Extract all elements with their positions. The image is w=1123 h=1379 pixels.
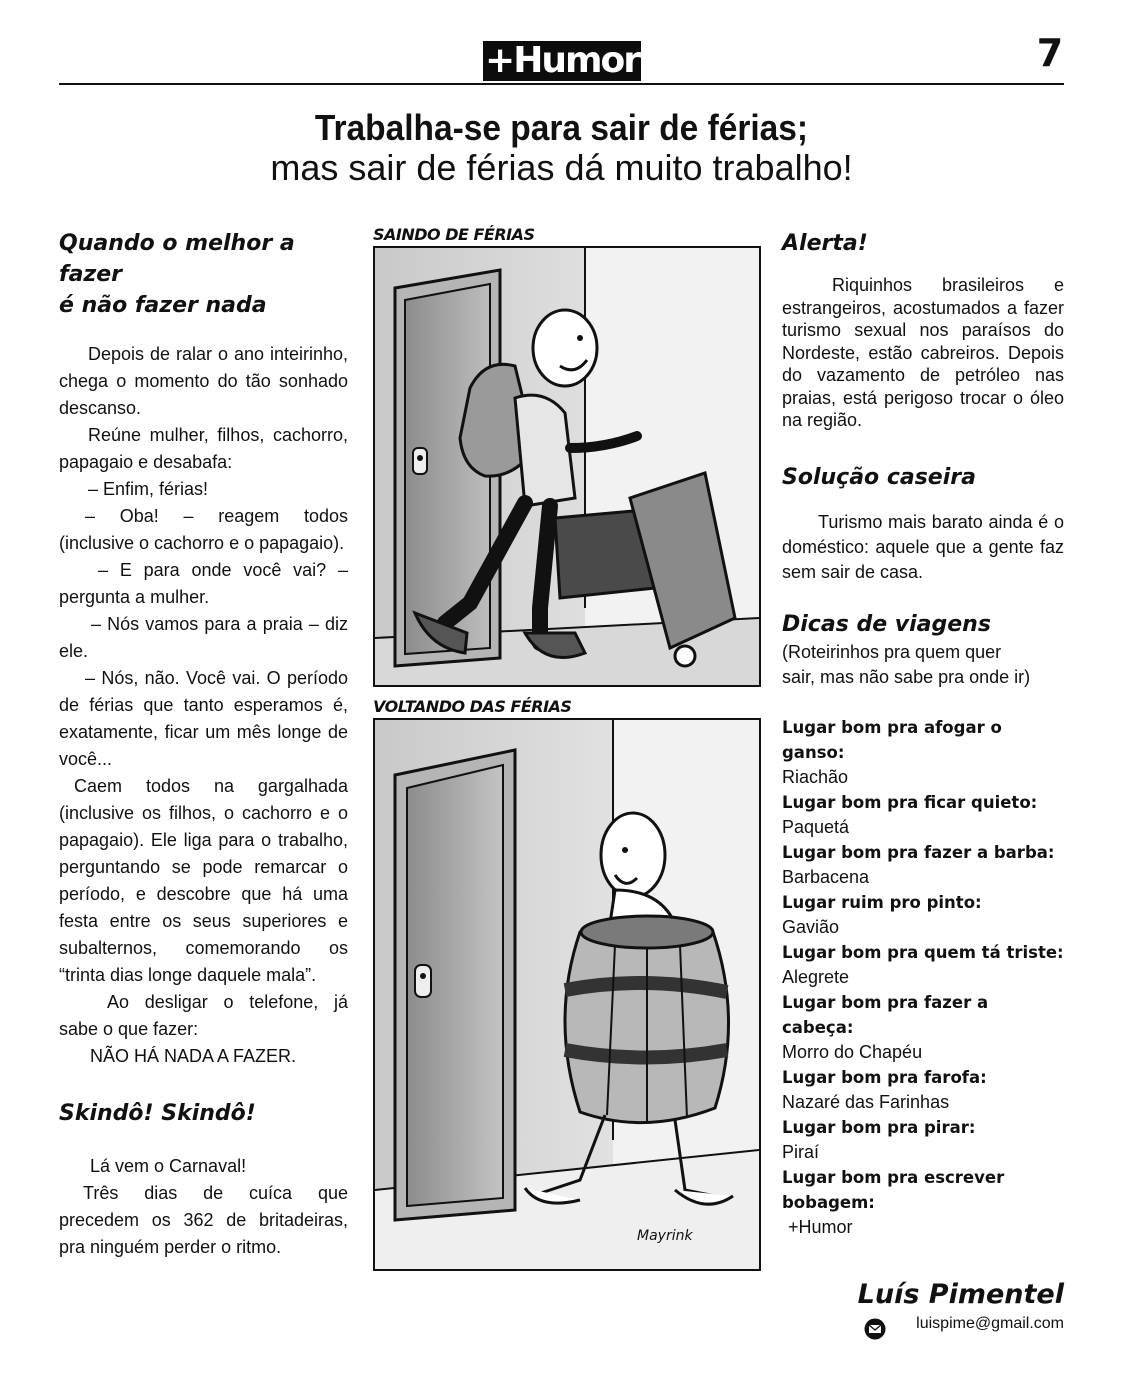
- cartoon-illustration-saindo: [375, 248, 759, 685]
- tip-answer: Piraí: [782, 1141, 820, 1162]
- author-email: luispime@gmail.com: [916, 1315, 1064, 1332]
- cartoonist-signature: Mayrink: [637, 1228, 693, 1244]
- section-title-skindo: Skindô! Skindô!: [59, 1101, 256, 1126]
- paragraph: Três dias de cuíca que precedem os 362 de britadeiras, pra ninguém perder o ritmo.: [59, 1183, 348, 1257]
- solution-text: Turismo mais barato ainda é o doméstico: aquele que a gente faz sem sair de casa.: [782, 511, 1064, 582]
- tip-question: Lugar bom pra fazer a cabeça:: [782, 992, 989, 1037]
- paragraph: Reúne mulher, filhos, cachorro, papagaio e desabafa:: [59, 425, 348, 472]
- tip-question: Lugar bom pra escrever bobagem:: [782, 1167, 1005, 1212]
- tip-answer: Morro do Chapéu: [782, 1041, 923, 1062]
- cartoon-caption-saindo: SAINDO DE FÉRIAS: [373, 225, 535, 244]
- cartoon-illustration-voltando: [375, 720, 759, 1269]
- tips-subtitle: [782, 640, 1064, 690]
- paragraph: Caem todos na gargalhada (inclusive os filhos, o cachorro e o papagaio). Ele liga para o trabalho, perguntando se pode remarcar o período, e descobre que há uma festa entre os seus superiores e subalternos, comemorando os “trinta dias longe daquele mala”.: [59, 776, 348, 985]
- paragraph: – Enfim, férias!: [88, 479, 209, 499]
- publication-logo: +Humor: [483, 41, 641, 81]
- tips-list: [782, 715, 1064, 1240]
- tip-answer: +Humor: [788, 1216, 853, 1237]
- section-title-solucao: Solução caseira: [782, 464, 976, 490]
- tip-answer: Paquetá: [782, 816, 850, 837]
- tip-question: Lugar bom pra afogar o ganso:: [782, 717, 1002, 762]
- section-title-nada-line2: é não fazer nada: [59, 293, 267, 318]
- tip-answer: Alegrete: [782, 966, 850, 987]
- header-rule: [59, 83, 1064, 85]
- cartoon-panel-voltando: [373, 718, 761, 1271]
- paragraph: Lá vem o Carnaval!: [90, 1156, 247, 1176]
- headline-line1: Trabalha-se para sair de férias;: [314, 107, 809, 148]
- left-column: [59, 228, 348, 1261]
- tip-answer: Barbacena: [782, 866, 870, 887]
- paragraph: Ao desligar o telefone, já sabe o que fazer:: [59, 992, 348, 1039]
- article-body: [59, 341, 348, 1070]
- tips-subtitle-line2: sair, mas não sabe pra onde ir): [782, 666, 1031, 687]
- paragraph: – Nós, não. Você vai. O período de férias que tanto esperamos é, exatamente, ficar um mês longe de você...: [59, 668, 348, 769]
- tips-subtitle-line1: (Roteirinhos pra quem quer: [782, 641, 1002, 662]
- tip-question: Lugar ruim pro pinto:: [782, 892, 982, 912]
- paragraph: NÃO HÁ NADA A FAZER.: [90, 1046, 297, 1066]
- tip-answer: Gavião: [782, 916, 840, 937]
- section-title-nada-line1: Quando o melhor a fazer: [59, 231, 295, 287]
- paragraph: – Nós vamos para a praia – diz ele.: [59, 614, 348, 661]
- skindo-body: [59, 1153, 348, 1261]
- tip-question: Lugar bom pra pirar:: [782, 1117, 976, 1137]
- page-number: 7: [1036, 31, 1064, 75]
- tip-answer: Nazaré das Farinhas: [782, 1091, 950, 1112]
- headline-line2: mas sair de férias dá muito trabalho!: [270, 147, 853, 188]
- paragraph: – Oba! – reagem todos (inclusive o cachorro e o papagaio).: [59, 506, 348, 553]
- cartoon-panel-saindo: [373, 246, 761, 687]
- tip-question: Lugar bom pra farofa:: [782, 1067, 987, 1087]
- right-column: [782, 228, 1064, 1240]
- section-title-alerta: Alerta!: [782, 231, 868, 256]
- tip-answer: Riachão: [782, 766, 849, 787]
- tip-question: Lugar bom pra ficar quieto:: [782, 792, 1038, 812]
- author-name: Luís Pimentel: [857, 1279, 1064, 1310]
- tip-question: Lugar bom pra quem tá triste:: [782, 942, 1064, 962]
- paragraph: Depois de ralar o ano inteirinho, chega o momento do tão sonhado descanso.: [59, 344, 348, 418]
- section-title-dicas: Dicas de viagens: [782, 611, 991, 637]
- tip-question: Lugar bom pra fazer a barba:: [782, 842, 1055, 862]
- alert-text: Riquinhos brasileiros e estrangeiros, acostumados a fazer turismo sexual nos paraísos do Nordeste, estão cabreiros. Depois do vazamento de petróleo nas praias, está perigoso trocar o óleo na região.: [782, 275, 1064, 430]
- cartoon-caption-voltando: VOLTANDO DAS FÉRIAS: [373, 697, 572, 716]
- paragraph: – E para onde você vai? – pergunta a mulher.: [59, 560, 348, 607]
